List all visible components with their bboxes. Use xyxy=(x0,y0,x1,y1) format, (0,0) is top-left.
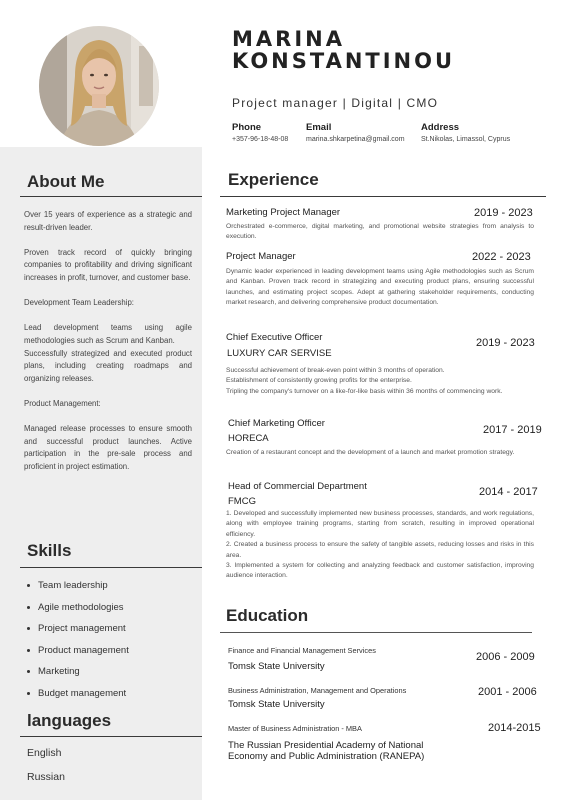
phone-value: +357-96-18-48-08 xyxy=(232,136,289,143)
job-description: Successful achievement of break-even point within 3 months of operation. Establishment of consistently growing profits for the enterprise. Tripling the company's turnover on a like-for-like basis within 36 months of commencing work. xyxy=(226,367,503,395)
language-item: English xyxy=(27,747,62,759)
experience-divider xyxy=(220,196,546,197)
about-paragraph: Proven track record of quickly bringing companies to profitability and driving significant increases in profit, turnover, and customer base. xyxy=(24,247,192,282)
about-paragraph: Over 15 years of experience as a strategic and result-driven leader. xyxy=(24,210,192,232)
job-years: 2014 - 2017 xyxy=(479,486,538,498)
job-title: Project Manager xyxy=(226,251,296,262)
skill-item: Project management xyxy=(27,623,129,645)
about-paragraph: Lead development teams using agile methodologies such as Scrum and Kanban. Successfully strategized and executed product plans, including creating roadmaps and organizing releases. xyxy=(24,323,192,383)
skill-item: Product management xyxy=(27,645,129,667)
contact-address xyxy=(421,122,510,143)
education-divider xyxy=(220,632,532,633)
education-school: Tomsk State University xyxy=(228,699,325,710)
job-company: HORECA xyxy=(228,433,269,444)
about-paragraph: Development Team Leadership: xyxy=(24,298,134,308)
about-title: About Me xyxy=(27,172,105,191)
experience-title: Experience xyxy=(228,170,319,189)
languages-title: languages xyxy=(27,711,112,730)
education-years: 2006 - 2009 xyxy=(476,651,535,663)
job-description: Creation of a restaurant concept and the development of a launch and market promotion strategy. xyxy=(226,449,515,456)
job-title: Head of Commercial Department xyxy=(228,481,367,492)
skills-title: Skills xyxy=(27,541,72,560)
portrait-image xyxy=(39,26,159,146)
education-school: Tomsk State University xyxy=(228,661,325,672)
job-headline: Project manager | Digital | CMO xyxy=(232,96,439,110)
job-description: Orchestrated e-commerce, digital marketing, and promotional website strategies from analysis to execution. xyxy=(226,223,534,241)
education-degree: Finance and Financial Management Services xyxy=(228,646,376,655)
about-text xyxy=(24,209,192,486)
contact-email xyxy=(306,122,405,143)
profile-photo xyxy=(39,26,159,146)
email-value: marina.shkarpetina@gmail.com xyxy=(306,136,405,143)
skills-list xyxy=(27,580,129,709)
contact-phone xyxy=(232,122,288,143)
job-description: 1. Developed and successfully implemented new business processes, standards, and work regulations, along with employee training programs, starting from scratch, resulting in improved operational efficiency. 2. Created a business process to ensure the safety of tangible assets, reducing losses and risks in this area. 3. Implemented a system for collecting and analyzing feedback and customer satisfaction, improving audience interaction. xyxy=(226,510,534,580)
job-title: Chief Marketing Officer xyxy=(228,418,325,429)
last-name: KONSTANTINOU xyxy=(232,49,456,73)
contact-label: Phone xyxy=(232,122,262,133)
skill-item: Agile methodologies xyxy=(27,602,129,624)
skill-item: Budget management xyxy=(27,688,129,710)
first-name: MARINA xyxy=(232,27,345,51)
education-title: Education xyxy=(226,606,309,625)
language-item: Russian xyxy=(27,771,65,783)
skills-divider xyxy=(20,567,202,568)
about-paragraph: Product Management: xyxy=(24,398,101,408)
job-company: FMCG xyxy=(228,496,256,507)
job-years: 2017 - 2019 xyxy=(483,424,542,436)
education-years: 2001 - 2006 xyxy=(478,686,537,698)
education-degree: Business Administration, Management and Operations xyxy=(228,686,407,695)
job-years: 2019 - 2023 xyxy=(474,207,533,219)
candidate-name xyxy=(232,28,455,72)
job-company: LUXURY CAR SERVISE xyxy=(227,348,332,359)
contact-label: Email xyxy=(306,122,332,133)
job-title: Chief Executive Officer xyxy=(226,332,323,343)
address-value: St.Nikolas, Limassol, Cyprus xyxy=(421,136,511,143)
languages-divider xyxy=(20,736,202,737)
education-school: The Russian Presidential Academy of National Economy and Public Administration (RANEPA) xyxy=(228,740,425,762)
job-description: Dynamic leader experienced in leading development teams using Agile methodologies such as Scrum and Kanban. Proven track record in strategizing and executing product plans, ensuring successful launches, and estimating project scopes. Adept at gathering stakeholder requirements, conducting market research, and delivering comprehensive product documentation. xyxy=(226,268,534,307)
about-paragraph: Managed release processes to ensure smooth and successful product launches. Active participation in the pre-sale process and proficient in project estimation. xyxy=(24,424,192,471)
education-degree: Master of Business Administration - MBA xyxy=(228,724,362,733)
education-years: 2014-2015 xyxy=(488,722,541,734)
job-years: 2022 - 2023 xyxy=(472,251,531,263)
job-years: 2019 - 2023 xyxy=(476,337,535,349)
skill-item: Marketing xyxy=(27,666,129,688)
job-title: Marketing Project Manager xyxy=(226,207,341,218)
about-divider xyxy=(20,196,202,197)
skill-item: Team leadership xyxy=(27,580,129,602)
contact-label: Address xyxy=(421,122,460,133)
